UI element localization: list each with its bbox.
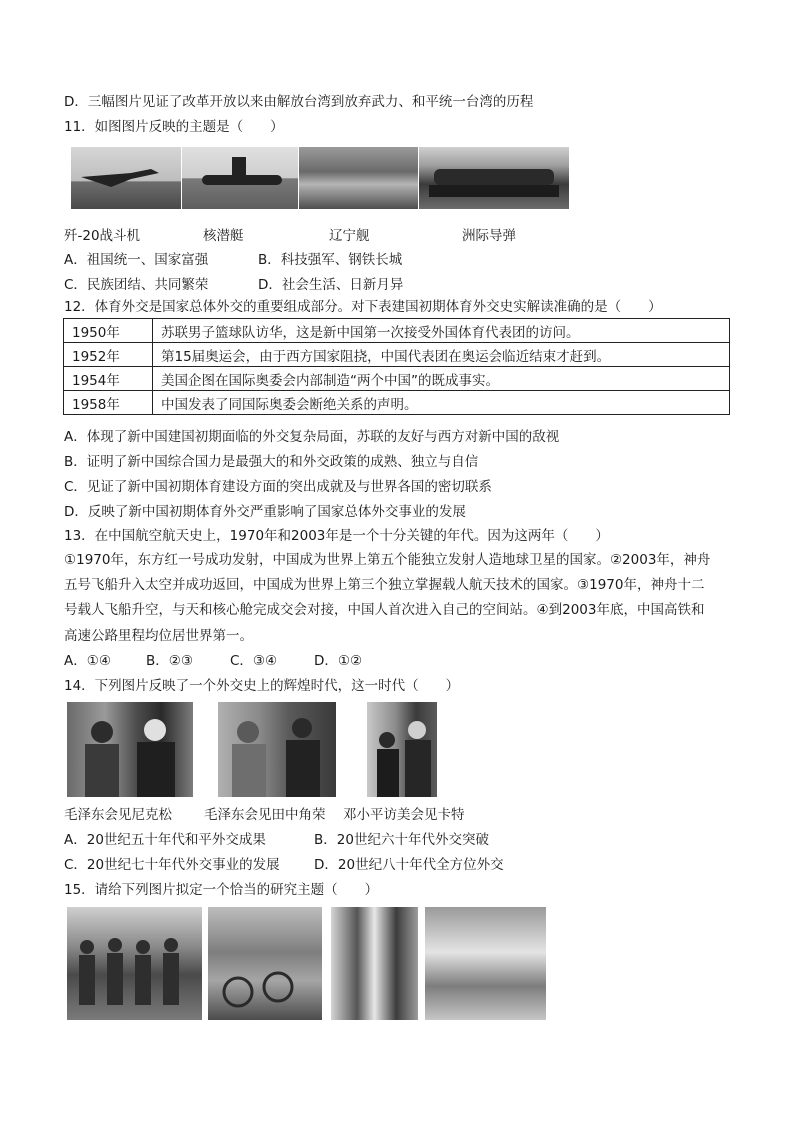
q11-photo-missile: [419, 147, 569, 209]
q14-options-row1: [64, 830, 489, 850]
q14-caption-deng-carter: 邓小平访美会见卡特: [343, 807, 465, 823]
q12-option-a: A．体现了新中国建国初期面临的外交复杂局面，苏联的友好与西方对新中国的敌视: [64, 429, 560, 445]
q11-option-c: C．民族团结、共同繁荣: [64, 277, 209, 293]
q10-option-d: D．三幅图片见证了改革开放以来由解放台湾到放弃武力、和平统一台湾的历程: [64, 94, 534, 110]
q15-photo-2: [208, 907, 322, 1020]
q12-event-cell: 苏联男子篮球队访华，这是新中国第一次接受外国体育代表团的访问。: [153, 319, 730, 343]
q13-body-line: ①1970年，东方红一号成功发射，中国成为世界上第五个能独立发射人造地球卫星的国家。②2003年，神舟: [64, 552, 711, 568]
q13-option-a: A．①④: [64, 653, 111, 669]
q15-stem: 15．请给下列图片拟定一个恰当的研究主题（ ）: [64, 882, 379, 898]
q11-caption-submarine: 核潜艇: [203, 228, 244, 244]
q12-year-cell: 1950年: [64, 319, 153, 343]
q11-stem: 11．如图图片反映的主题是（ ）: [64, 119, 284, 135]
q14-photo-mao-nixon: [67, 702, 193, 797]
q12-event-cell: 美国企图在国际奥委会内部制造“两个中国”的既成事实。: [153, 367, 730, 391]
table-row: [64, 367, 730, 391]
q12-year-cell: 1958年: [64, 391, 153, 415]
table-row: [64, 343, 730, 367]
q13-body-line: 高速公路里程均位居世界第一。: [64, 628, 253, 644]
q13-stem: 13．在中国航空航天史上，1970年和2003年是一个十分关键的年代。因为这两年（ ）: [64, 528, 609, 544]
q11-caption-missile: 洲际导弹: [462, 228, 516, 244]
q13-options: [64, 651, 362, 671]
q14-stem: 14．下列图片反映了一个外交史上的辉煌时代，这一时代（ ）: [64, 678, 460, 694]
q12-table: [63, 318, 730, 415]
q14-option-a: A．20世纪五十年代和平外交成果: [64, 832, 266, 848]
q11-options-row2: [64, 275, 403, 295]
q12-option-c: C．见证了新中国初期体育建设方面的突出成就及与世界各国的密切联系: [64, 479, 492, 495]
q14-photo-deng-carter: [367, 702, 437, 797]
q14-option-c: C．20世纪七十年代外交事业的发展: [64, 857, 280, 873]
q11-photo-submarine: [182, 147, 298, 209]
q12-year-cell: 1952年: [64, 343, 153, 367]
q13-option-d: D．①②: [314, 653, 363, 669]
q14-photo-mao-tanaka: [218, 702, 336, 797]
q14-caption-mao-nixon: 毛泽东会见尼克松: [64, 807, 172, 823]
q15-photo-3: [331, 907, 418, 1020]
q13-option-c: C．③④: [230, 653, 278, 669]
q11-photo-liaoning: [299, 147, 418, 209]
q11-option-a: A．祖国统一、国家富强: [64, 252, 209, 268]
q11-options-row1: [64, 250, 402, 270]
q14-options-row2: [64, 855, 504, 875]
table-row: [64, 319, 730, 343]
q11-option-b: B．科技强军、钢铁长城: [258, 252, 403, 268]
q12-event-cell: 第15届奥运会，由于西方国家阻挠，中国代表团在奥运会临近结束才赶到。: [153, 343, 730, 367]
q13-body-line: 号载人飞船升空，与天和核心舱完成交会对接，中国人首次进入自己的空间站。④到2003年底，中国高铁和: [64, 602, 705, 618]
q11-caption-liaoning: 辽宁舰: [329, 228, 370, 244]
q14-caption-mao-tanaka: 毛泽东会见田中角荣: [204, 807, 326, 823]
q13-option-b: B．②③: [146, 653, 193, 669]
q12-option-d: D．反映了新中国初期体育外交严重影响了国家总体外交事业的发展: [64, 504, 466, 520]
q12-year-cell: 1954年: [64, 367, 153, 391]
q15-photo-1: [67, 907, 202, 1020]
q14-option-b: B．20世纪六十年代外交突破: [314, 832, 489, 848]
q14-option-d: D．20世纪八十年代全方位外交: [314, 857, 504, 873]
q12-stem: 12．体育外交是国家总体外交的重要组成部分。对下表建国初期体育外交史实解读准确的是（ ）: [64, 299, 662, 315]
q13-body-line: 五号飞船升入太空并成功返回，中国成为世界上第三个独立掌握载人航天技术的国家。③1970年，神舟十二: [64, 577, 705, 593]
q12-option-b: B．证明了新中国综合国力是最强大的和外交政策的成熟、独立与自信: [64, 454, 479, 470]
q12-event-cell: 中国发表了同国际奥委会断绝关系的声明。: [153, 391, 730, 415]
q11-caption-j20: 歼-20战斗机: [64, 228, 141, 244]
q11-photo-j20: [71, 147, 181, 209]
q15-photo-4: [425, 907, 546, 1020]
table-row: [64, 391, 730, 415]
q11-option-d: D．社会生活、日新月异: [258, 277, 404, 293]
